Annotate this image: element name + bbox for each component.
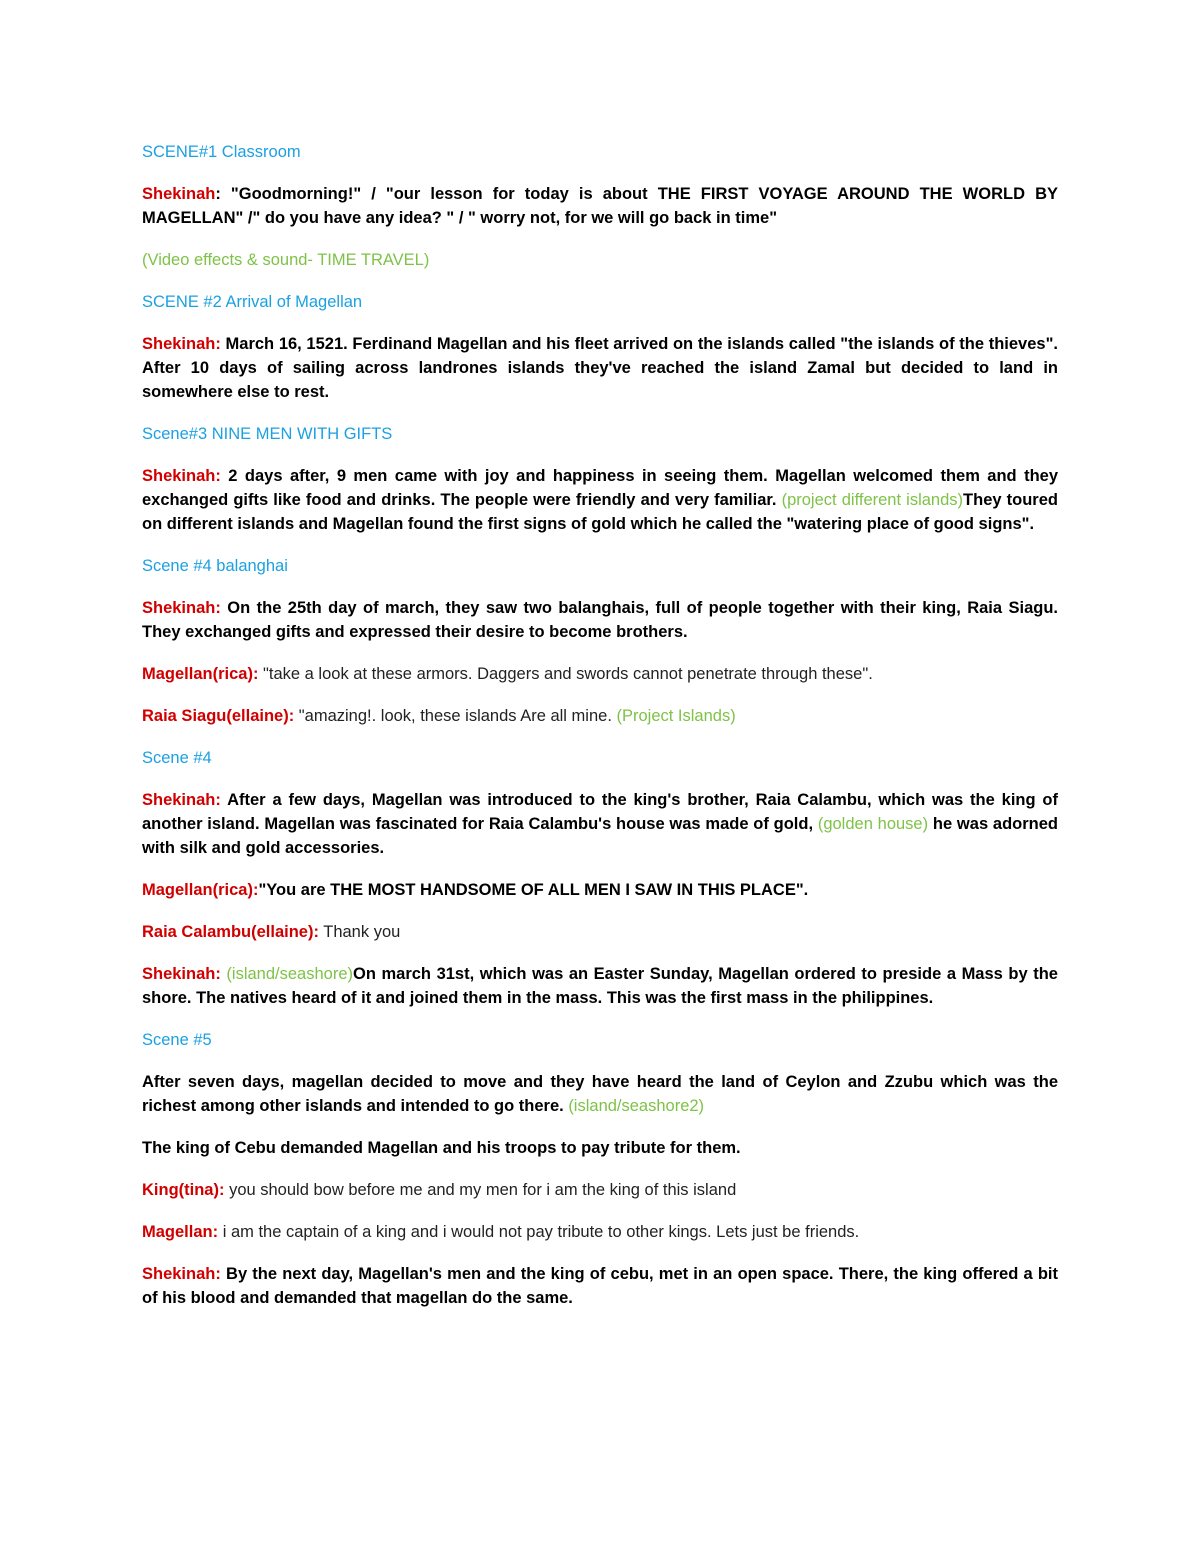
- scene-2-line-1: [142, 332, 1058, 404]
- scene-1-line-1: [142, 182, 1058, 230]
- line-text: you should bow before me and my men for i am the king of this island: [224, 1181, 737, 1199]
- scene-4-line-1: [142, 596, 1058, 644]
- scene-4b-line-2: [142, 878, 1058, 902]
- scene-3-line-1: [142, 464, 1058, 536]
- speaker-name: Shekinah:: [142, 599, 221, 617]
- line-text: On march 31st, which was an Easter Sunday, Magellan ordered to preside a Mass by the shore. The natives heard of it and joined them in the mass. This was the first mass in the philippines.: [142, 965, 1058, 1007]
- line-text: "amazing!. look, these islands Are all mine.: [294, 707, 617, 725]
- stage-cue: (Project Islands): [616, 707, 736, 725]
- line-text: "take a look at these armors. Daggers and swords cannot penetrate through these".: [258, 665, 873, 683]
- stage-cue: (island/seashore): [220, 965, 353, 983]
- scene-5-line-5: [142, 1262, 1058, 1310]
- speaker-name: Shekinah:: [142, 335, 221, 353]
- scene-5-line-3: [142, 1178, 1058, 1202]
- scene-4b-line-4: [142, 962, 1058, 1010]
- stage-cue: (golden house): [817, 815, 929, 833]
- stage-cue: (project different islands): [781, 491, 964, 509]
- scene-5-line-1: [142, 1070, 1058, 1118]
- speaker-name: Magellan:: [142, 1223, 219, 1241]
- scene-5-line-4: [142, 1220, 1058, 1244]
- scene-1-heading: SCENE#1 Classroom: [142, 143, 301, 161]
- speaker-name: Raia Siagu(ellaine):: [142, 707, 295, 725]
- scene-2-heading: SCENE #2 Arrival of Magellan: [142, 293, 363, 311]
- speaker-name: Shekinah:: [142, 1265, 221, 1283]
- line-text: he was adorned with silk and gold accessories.: [142, 815, 1058, 857]
- stage-cue-time-travel: (Video effects & sound- TIME TRAVEL): [142, 251, 430, 269]
- line-text: "You are THE MOST HANDSOME OF ALL MEN I SAW IN THIS PLACE".: [258, 881, 809, 899]
- line-text: After seven days, magellan decided to move and they have heard the land of Ceylon and Zzubu which was the richest among other islands and intended to go there.: [142, 1073, 1058, 1115]
- speaker-name: Raia Calambu(ellaine):: [142, 923, 319, 941]
- line-text: Thank you: [318, 923, 401, 941]
- speaker-name: Magellan(rica):: [142, 665, 259, 683]
- line-text: The king of Cebu demanded Magellan and his troops to pay tribute for them.: [142, 1139, 741, 1157]
- line-text: i am the captain of a king and i would not pay tribute to other kings. Lets just be friends.: [218, 1223, 860, 1241]
- scene-3-heading: Scene#3 NINE MEN WITH GIFTS: [142, 425, 393, 443]
- line-text: : "Goodmorning!" / "our lesson for today is about THE FIRST VOYAGE AROUND THE WORLD BY MAGELLAN" /" do you have any idea? " / " worry not, for we will go back in time": [142, 185, 1058, 227]
- line-text: By the next day, Magellan's men and the king of cebu, met in an open space. There, the king offered a bit of his blood and demanded that magellan do the same.: [142, 1265, 1058, 1307]
- scene-4b-line-1: [142, 788, 1058, 860]
- speaker-name: King(tina):: [142, 1181, 225, 1199]
- line-text: March 16, 1521. Ferdinand Magellan and his fleet arrived on the islands called "the islands of the thieves". After 10 days of sailing across landrones islands they've reached the island Zamal but decided to land in somewhere else to rest.: [142, 335, 1058, 401]
- speaker-name: Shekinah: [142, 185, 216, 203]
- line-text: 2 days after, 9 men came with joy and happiness in seeing them. Magellan welcomed them and they exchanged gifts like food and drinks. The people were friendly and very familiar.: [142, 467, 1058, 509]
- scene-4-heading: Scene #4 balanghai: [142, 557, 288, 575]
- scene-4b-line-3: [142, 920, 1058, 944]
- line-text: After a few days, Magellan was introduced to the king's brother, Raia Calambu, which was the king of another island. Magellan was fascinated for Raia Calambu's house was made of gold,: [142, 791, 1058, 833]
- speaker-name: Shekinah:: [142, 791, 221, 809]
- stage-cue: (island/seashore2): [568, 1097, 705, 1115]
- line-text: They toured on different islands and Magellan found the first signs of gold which he called the "watering place of good signs".: [142, 491, 1058, 533]
- speaker-name: Magellan(rica):: [142, 881, 259, 899]
- scene-5-heading: Scene #5: [142, 1031, 212, 1049]
- scene-5-line-2: [142, 1136, 1058, 1160]
- scene-4-line-2: [142, 662, 1058, 686]
- speaker-name: Shekinah:: [142, 467, 221, 485]
- line-text: On the 25th day of march, they saw two balanghais, full of people together with their king, Raia Siagu. They exchanged gifts and expressed their desire to become brothers.: [142, 599, 1058, 641]
- scene-4-line-3: [142, 704, 1058, 728]
- scene-4b-heading: Scene #4: [142, 749, 212, 767]
- speaker-name: Shekinah:: [142, 965, 221, 983]
